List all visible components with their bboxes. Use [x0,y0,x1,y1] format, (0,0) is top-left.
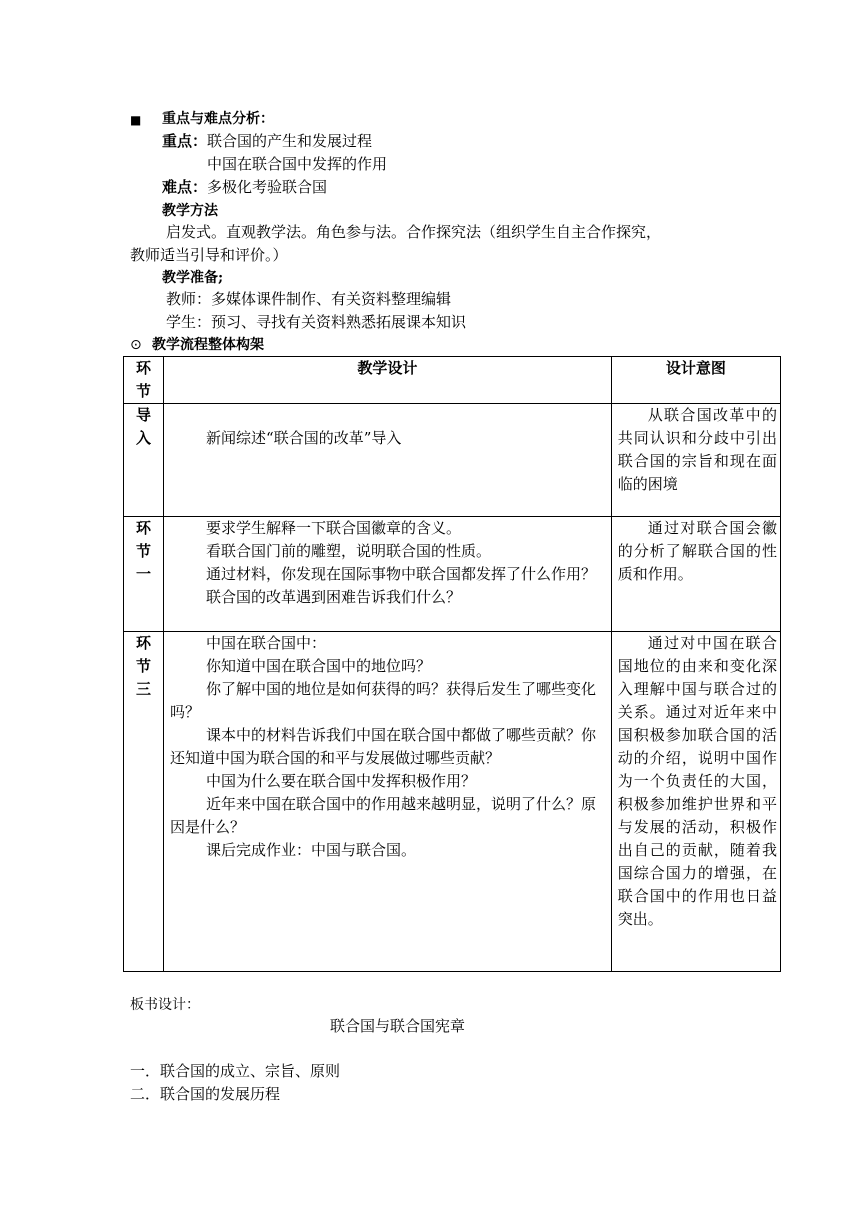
stage-label: 导入 [136,406,152,447]
design-item: 看联合国门前的雕塑，说明联合国的性质。 [206,542,492,560]
methods-line1: 启发式。直观教学法。角色参与法。合作探究法（组织学生自主合作探究， [166,223,662,241]
header-design: 教学设计 [164,357,612,404]
design-item: 你知道中国在联合国中的地位吗？ [206,657,432,675]
difficult-label: 难点： [162,178,208,196]
stage-label: 环节三 [136,634,152,698]
design-item: 中国在联合国中： [206,634,327,652]
design-cell [164,632,612,972]
intent-cell: 通过对中国在联合国地位的由来和变化深入理解中国与联合过的关系。通过对近年来中国积极参加联合国的活动的介绍，说明中国作为一个负责任的大国，积极参加维护世界和平与发展的活动，积极作出自己的贡献，随着我国综合国力的增强，在联合国中的作用也日益突出。 [617,634,777,928]
prep-heading: 教学准备; [162,270,224,286]
design-item: 近年来中国在联合国中的作用越来越明显，说明了什么？原因是什么？ [170,795,597,836]
intent-cell: 通过对联合国会徽的分析了解联合国的性质和作用。 [617,519,777,583]
design-item: 通过材料，你发现在国际事物中联合国都发挥了什么作用？ [206,565,597,583]
circle-dot-icon: ⊙ [130,337,142,353]
design-cell [164,517,612,632]
design-item: 新闻综述“联合国的改革”导入 [206,429,402,447]
header-stage: 环节 [136,359,152,400]
table-row [124,517,781,632]
methods-heading: 教学方法 [162,203,218,219]
header-intent: 设计意图 [611,357,780,404]
table-row [124,632,781,972]
difficult-text: 多极化考验联合国 [207,178,328,196]
key-text-1: 联合国的产生和发展过程 [207,132,373,150]
table-row [124,404,781,517]
difficult-points-line [162,176,327,199]
design-item: 课本中的材料告诉我们中国在联合国中都做了哪些贡献？你还知道中国为联合国的和平与发展做过哪些贡献？ [170,726,597,767]
design-item: 联合国的改革遇到困难告诉我们什么？ [206,588,462,606]
key-text-2: 中国在联合国中发挥的作用 [207,155,388,173]
design-item: 课后完成作业：中国与联合国。 [206,841,417,859]
design-item: 中国为什么要在联合国中发挥积极作用？ [206,772,477,790]
table-header-row [124,357,781,404]
key-label: 重点： [162,132,208,150]
design-cell [164,404,612,517]
flow-table [123,356,781,972]
board-item-2: 二．联合国的发展历程 [130,1085,281,1103]
board-item-1: 一．联合国的成立、宗旨、原则 [130,1062,341,1080]
square-bullet-icon: ■ [130,113,142,127]
board-title: 联合国与联合国宪章 [330,1017,466,1035]
key-points-line1 [162,130,372,153]
design-item: 要求学生解释一下联合国徽章的含义。 [206,519,462,537]
intent-cell: 从联合国改革中的共同认识和分歧中引出联合国的宗旨和现在面临的困境 [617,406,777,493]
board-label: 板书设计： [130,997,200,1013]
design-item: 你了解中国的地位是如何获得的吗？获得后发生了哪些变化吗？ [170,680,597,721]
prep-teacher: 教师：多媒体课件制作、有关资料整理编辑 [166,290,452,308]
flow-heading: 教学流程整体构架 [152,337,264,353]
prep-student: 学生：预习、寻找有关资料熟悉拓展课本知识 [166,313,467,331]
analysis-heading: 重点与难点分析： [162,111,274,127]
methods-line2: 教师适当引导和评价。） [130,246,288,264]
stage-label: 环节一 [136,519,152,583]
